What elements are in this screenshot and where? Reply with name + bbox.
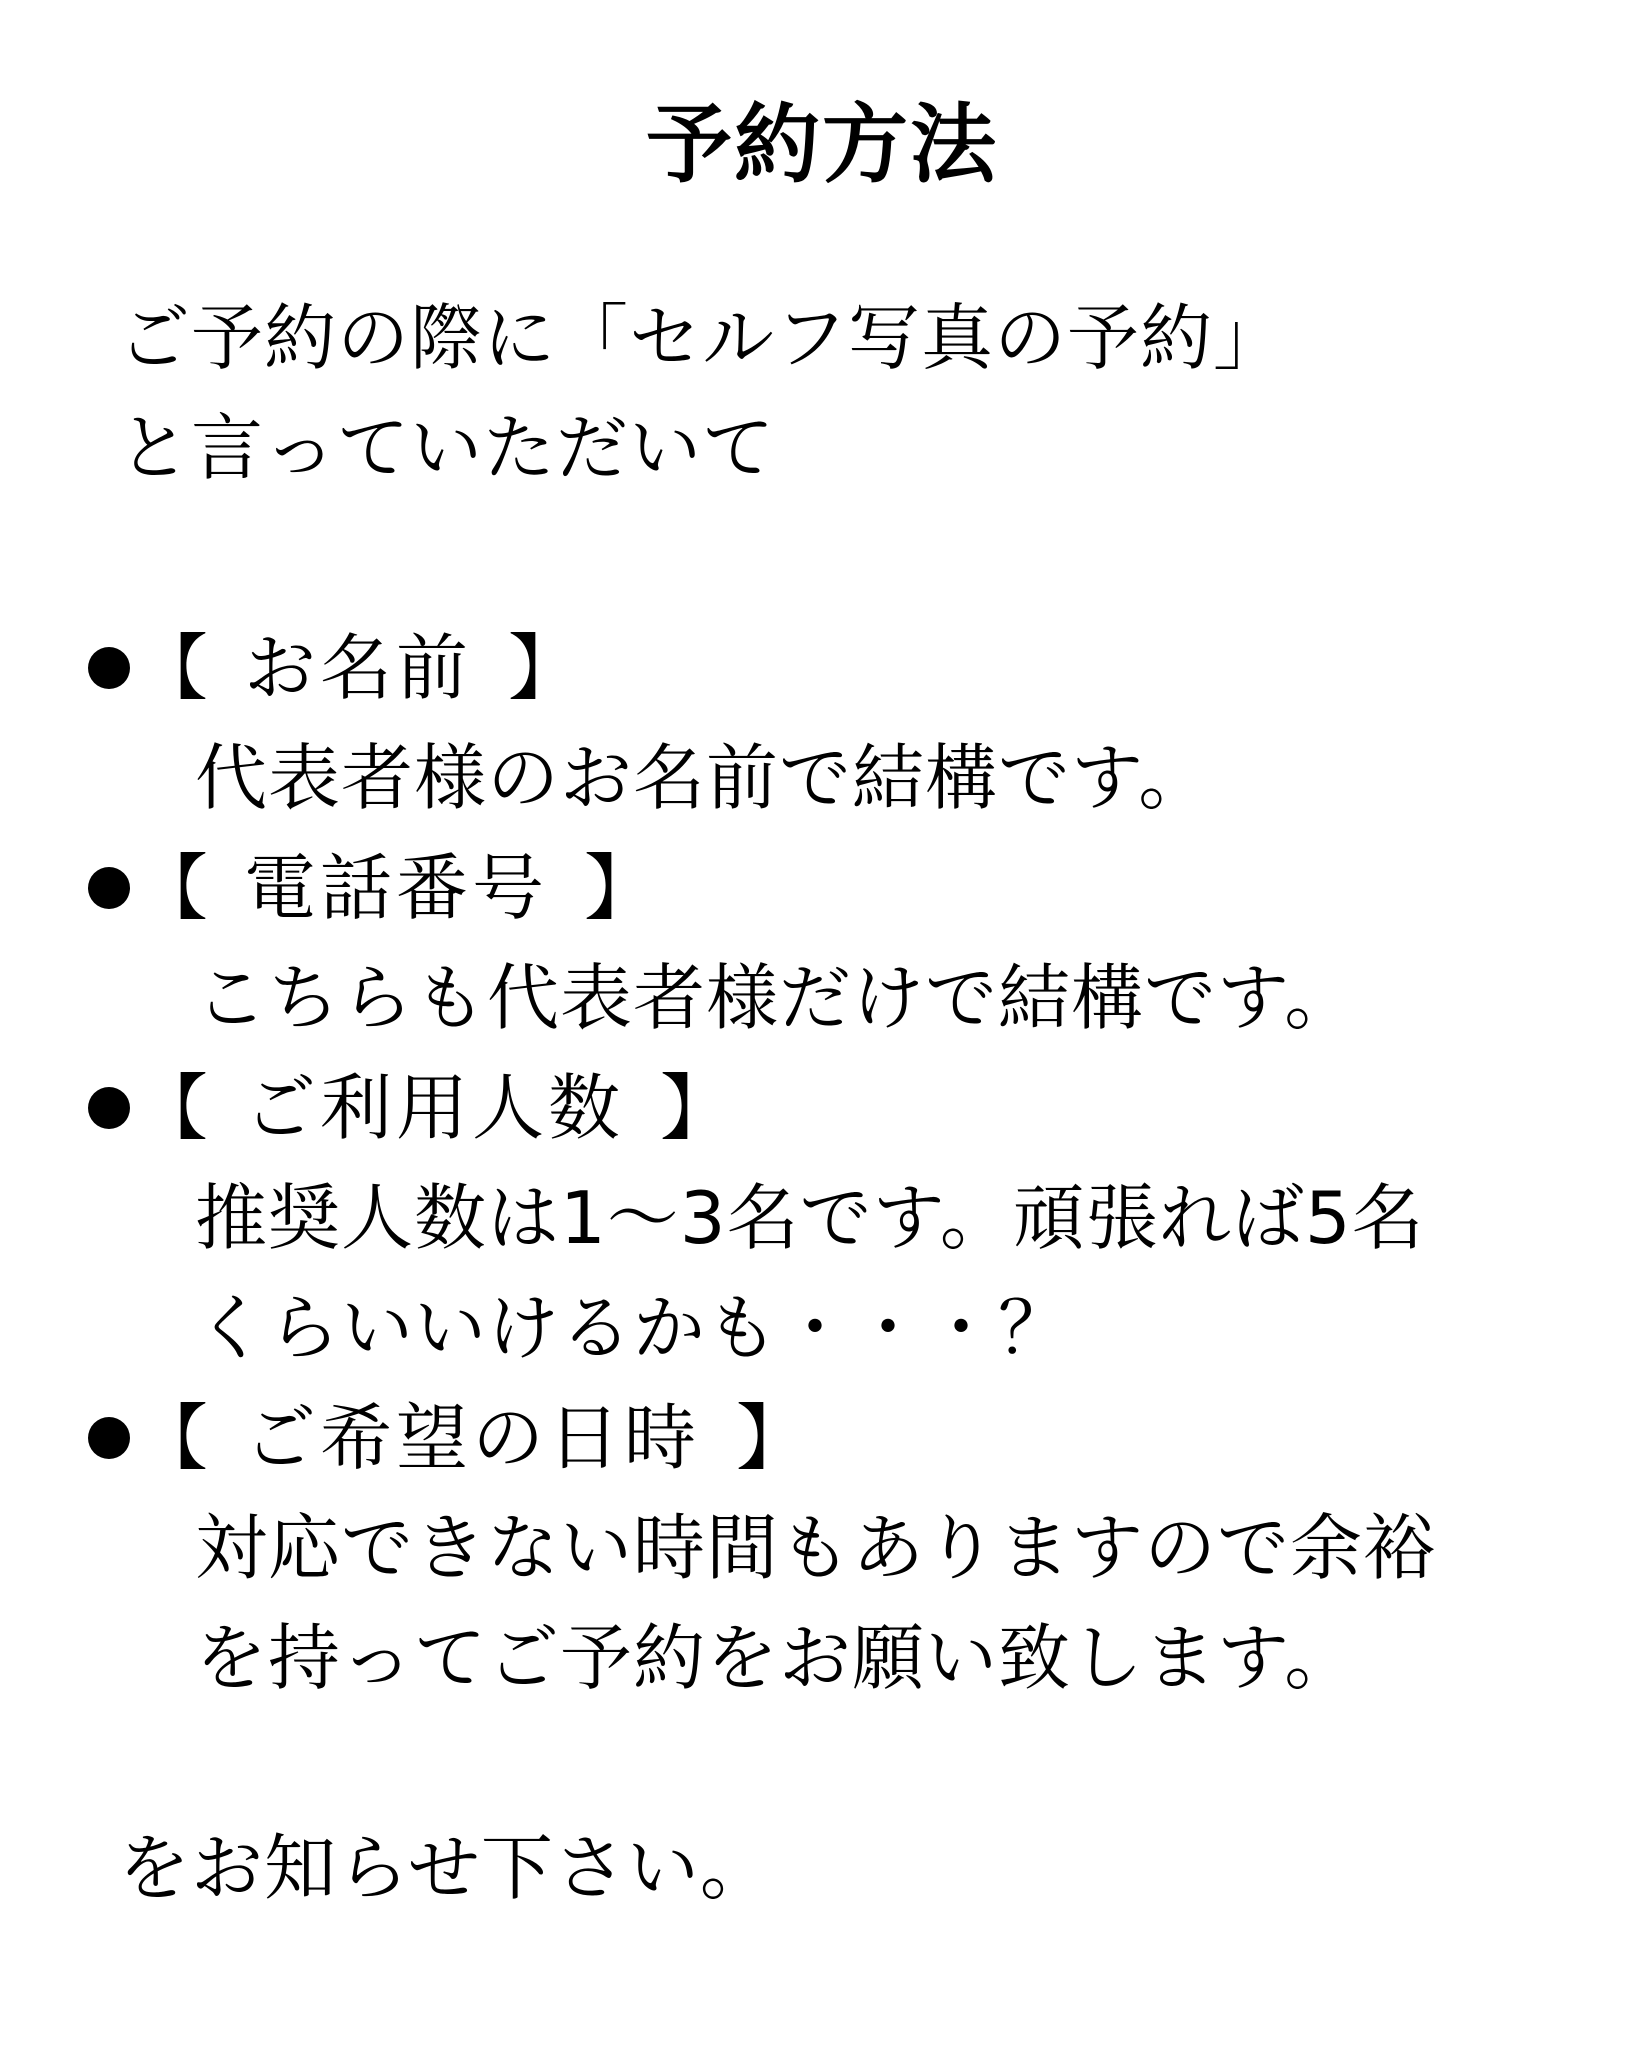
bullet-icon — [88, 647, 130, 689]
item-detail-people-1: 推奨人数は1～3名です。頑張れば5名 — [195, 1176, 1425, 1260]
item-label-name: お名前 — [244, 626, 473, 710]
item-detail-phone: こちらも代表者様だけで結構です。 — [195, 956, 1358, 1040]
intro-line-2: と言っていただいて — [118, 406, 776, 490]
item-heading-people — [88, 1060, 732, 1156]
bracket-close: 】 — [508, 626, 581, 710]
bracket-open: 【 — [136, 626, 209, 710]
bracket-close: 】 — [660, 1066, 733, 1150]
item-detail-datetime-2: を持ってご予約をお願い致します。 — [195, 1616, 1358, 1700]
bracket-open: 【 — [136, 1396, 209, 1480]
bullet-icon — [88, 867, 130, 909]
item-label-people: ご利用人数 — [244, 1066, 625, 1150]
page-title: 予約方法 — [646, 95, 998, 195]
closing-text: をお知らせ下さい。 — [118, 1826, 773, 1910]
item-heading-datetime — [88, 1390, 808, 1486]
bracket-open: 【 — [136, 846, 209, 930]
item-label-phone: 電話番号 — [244, 846, 549, 930]
item-heading-name — [88, 620, 580, 716]
bullet-icon — [88, 1087, 130, 1129]
item-label-datetime: ご希望の日時 — [244, 1396, 701, 1480]
bullet-icon — [88, 1417, 130, 1459]
item-heading-phone — [88, 840, 656, 936]
bracket-close: 】 — [584, 846, 657, 930]
bracket-open: 【 — [136, 1066, 209, 1150]
bracket-close: 】 — [736, 1396, 809, 1480]
item-detail-people-2: くらいいけるかも・・・？ — [195, 1286, 1072, 1370]
item-detail-datetime-1: 対応できない時間もありますので余裕 — [195, 1506, 1437, 1590]
item-detail-name: 代表者様のお名前で結構です。 — [195, 736, 1212, 820]
intro-line-1: ご予約の際に「セルフ写真の予約」 — [118, 296, 1287, 380]
